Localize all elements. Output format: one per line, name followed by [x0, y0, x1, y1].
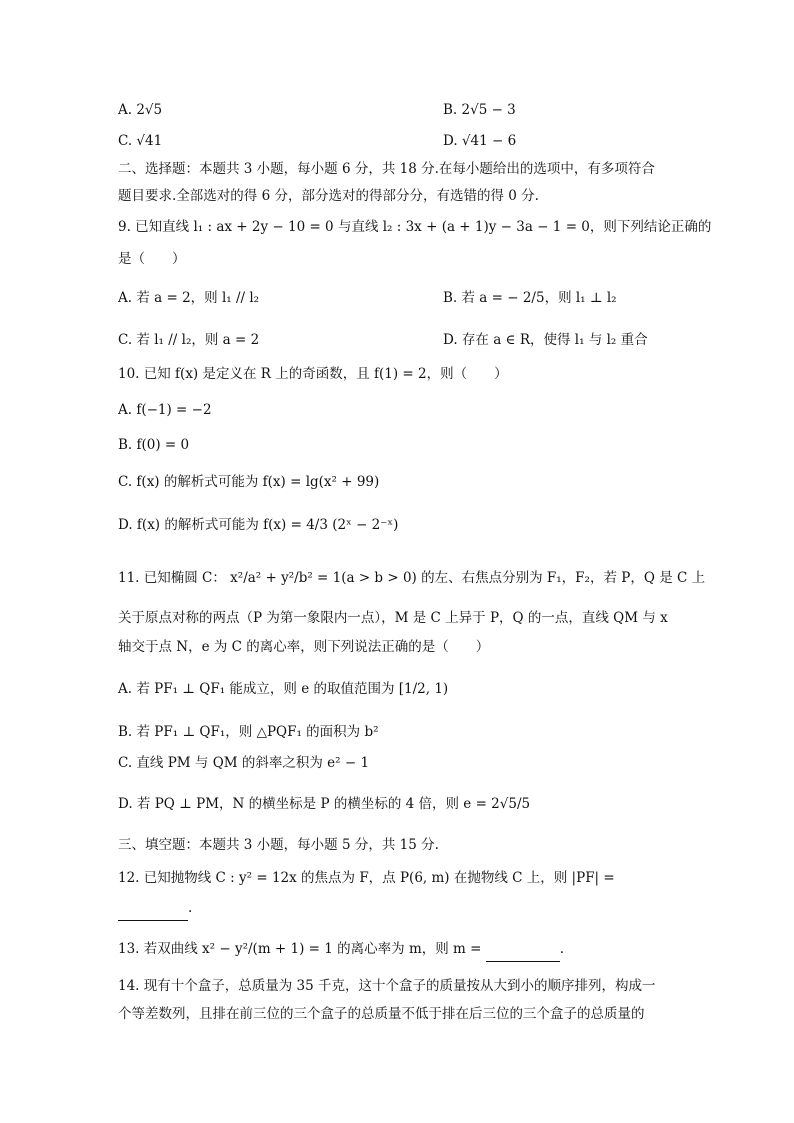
q11-option-b: B. 若 PF₁ ⊥ QF₁，则 △PQF₁ 的面积为 b² [118, 724, 379, 740]
q9-stem-line-2: 是（ ） [118, 251, 186, 267]
q11-stem-line-3: 轴交于点 N，e 为 C 的离心率，则下列说法正确的是（ ） [118, 639, 490, 655]
q13-end-period: . [559, 941, 565, 957]
q12-stem: 12. 已知抛物线 C : y² = 12x 的焦点为 F，点 P(6, m) 在抛物线 C 上，则 |PF| = [118, 870, 615, 886]
q9-option-b: B. 若 a = − 2/5，则 l₁ ⊥ l₂ [443, 290, 617, 306]
q12-end-period: . [188, 900, 193, 916]
q13-line [118, 939, 564, 962]
q8-option-a: A. 2√5 [118, 102, 163, 118]
q11-stem-line-2: 关于原点对称的两点（P 为第一象限内一点），M 是 C 上异于 P，Q 的一点，直线 QM 与 x [118, 610, 668, 626]
q10-option-d: D. f(x) 的解析式可能为 f(x) = 4/3 (2ˣ − 2⁻ˣ) [118, 517, 399, 533]
q10-option-b: B. f(0) = 0 [118, 437, 190, 453]
q9-option-d: D. 存在 a ∈ R，使得 l₁ 与 l₂ 重合 [443, 332, 648, 348]
q12-answer-blank[interactable] [118, 900, 188, 921]
q11-option-c: C. 直线 PM 与 QM 的斜率之积为 e² − 1 [118, 755, 370, 771]
q11-stem-line-1: 11. 已知椭圆 C： x²/a² + y²/b² = 1(a > b > 0) 的左、右焦点分别为 F₁，F₂，若 P，Q 是 C 上 [118, 570, 706, 586]
q14-line-1: 14. 现有十个盒子，总质量为 35 千克，这十个盒子的质量按从大到小的顺序排列，构成一 [118, 978, 656, 994]
q9-option-a: A. 若 a = 2，则 l₁ // l₂ [118, 290, 260, 306]
section-2-line-1: 二、选择题：本题共 3 小题，每小题 6 分，共 18 分.在每小题给出的选项中，有多项符合 [118, 161, 655, 177]
q10-option-a: A. f(−1) = −2 [118, 402, 212, 418]
q11-option-a: A. 若 PF₁ ⊥ QF₁ 能成立，则 e 的取值范围为 [1/2, 1) [118, 681, 449, 697]
q8-option-d: D. √41 − 6 [443, 133, 517, 149]
q8-option-c: C. √41 [118, 133, 163, 149]
section-2-line-2: 题目要求.全部选对的得 6 分，部分选对的得部分分，有选错的得 0 分. [118, 188, 539, 204]
q8-option-b: B. 2√5 − 3 [443, 102, 516, 118]
q10-stem: 10. 已知 f(x) 是定义在 R 上的奇函数，且 f(1) = 2，则（ ） [118, 366, 508, 382]
q14-line-2: 个等差数列，且排在前三位的三个盒子的总质量不低于排在后三位的三个盒子的总质量的 [118, 1006, 645, 1022]
q10-option-c: C. f(x) 的解析式可能为 f(x) = lg(x² + 99) [118, 474, 380, 490]
q9-stem-line-1: 9. 已知直线 l₁ : ax + 2y − 10 = 0 与直线 l₂ : 3x + (a + 1)y − 3a − 1 = 0，则下列结论正确的 [118, 219, 712, 235]
q12-answer-line [118, 898, 192, 921]
q13-answer-blank[interactable] [486, 941, 560, 962]
section-3-title: 三、填空题：本题共 3 小题，每小题 5 分，共 15 分. [118, 837, 439, 853]
q13-stem: 13. 若双曲线 x² − y²/(m + 1) = 1 的离心率为 m，则 m = [118, 941, 482, 957]
q11-option-d: D. 若 PQ ⊥ PM，N 的横坐标是 P 的横坐标的 4 倍，则 e = 2√5/5 [118, 796, 531, 812]
q9-option-c: C. 若 l₁ // l₂，则 a = 2 [118, 332, 260, 348]
